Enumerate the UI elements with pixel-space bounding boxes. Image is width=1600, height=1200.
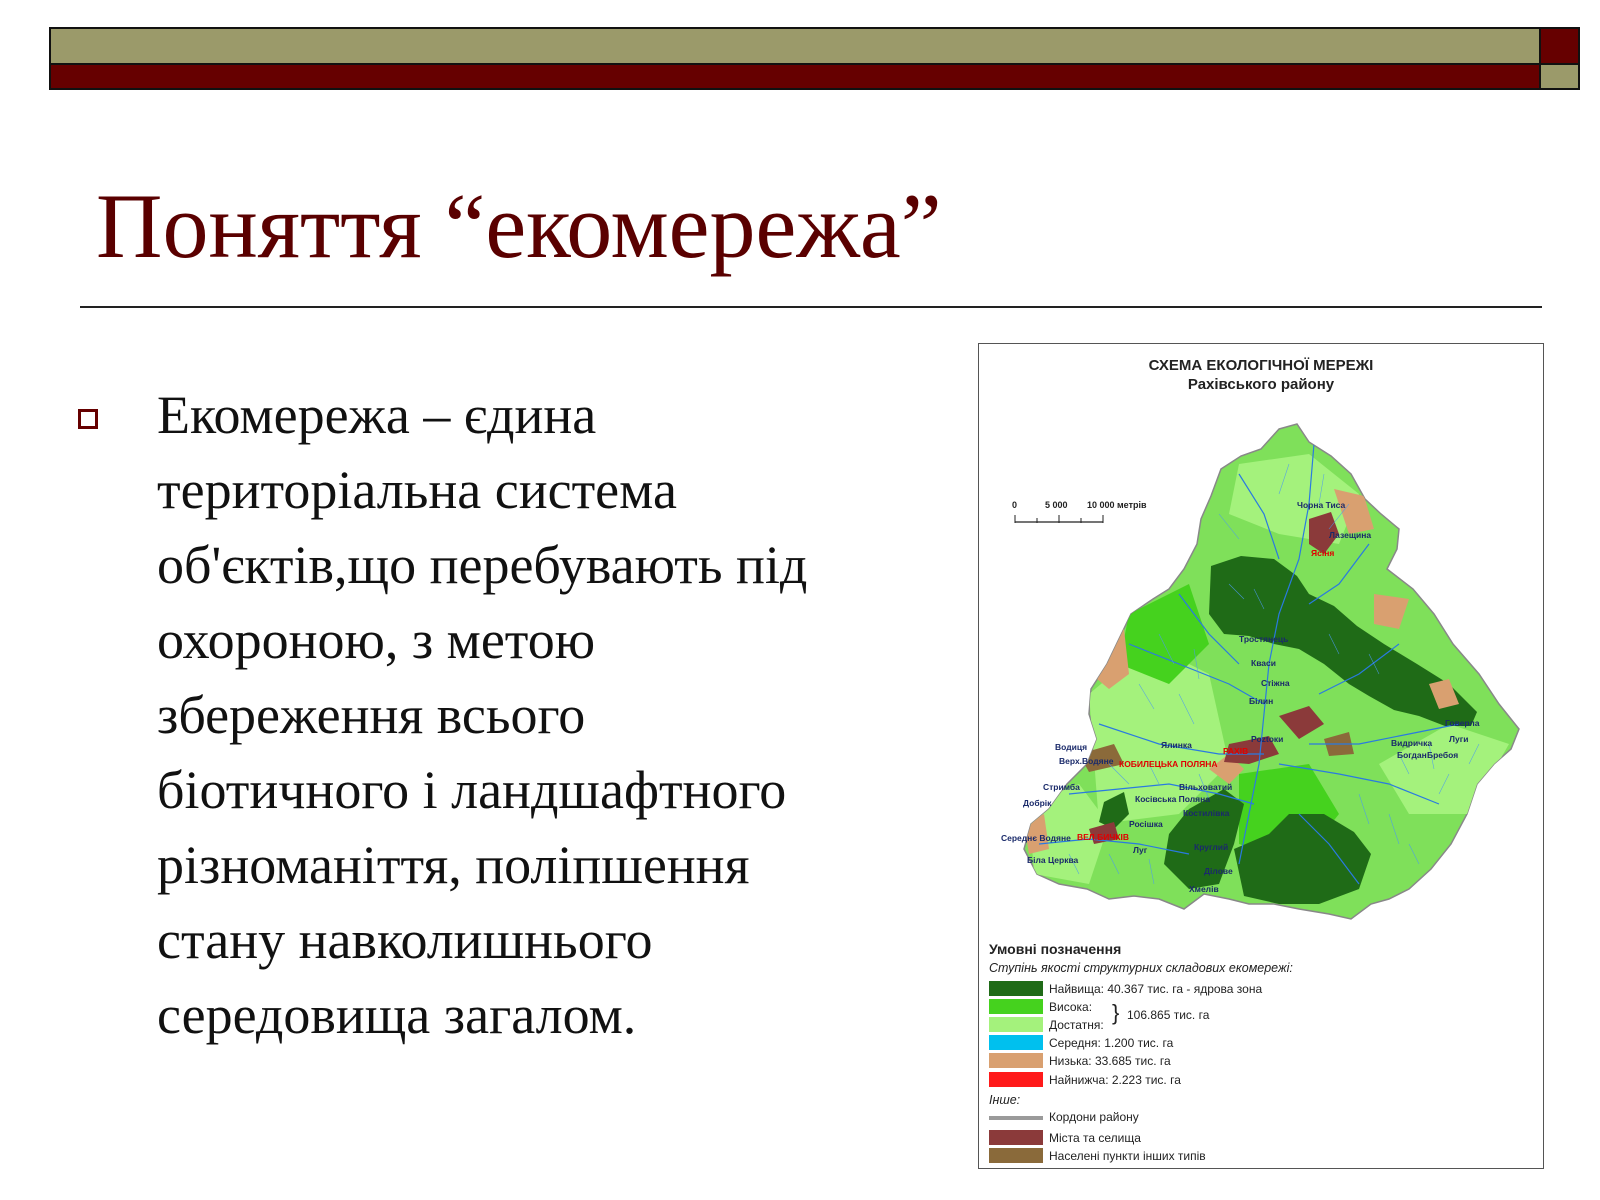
place-label: Водиця: [1055, 742, 1088, 752]
legend-brace-label: 106.865 тис. га: [1127, 1008, 1210, 1022]
legend-swatch-low: [989, 1053, 1043, 1068]
legend-swatch-medium: [989, 1035, 1043, 1050]
place-label: Добрік: [1023, 798, 1052, 808]
legend-label: Середня: 1.200 тис. га: [1049, 1036, 1174, 1050]
body-line: збереження всього: [157, 685, 586, 745]
ecological-network-map: [978, 343, 1544, 1169]
legend-swatch-sufficient: [989, 1017, 1043, 1032]
legend-brace: }: [1112, 1000, 1120, 1025]
place-label: Вільховатий: [1179, 782, 1233, 792]
legend-swatch-highest: [989, 981, 1043, 996]
legend-swatch-lowest: [989, 1072, 1043, 1087]
body-line: Екомережа – єдина: [157, 385, 597, 445]
place-label: Роztоки: [1251, 734, 1284, 744]
place-label: Росішка: [1129, 819, 1163, 829]
legend-subtitle: Ступінь якості структурних складових екомережі:: [989, 961, 1293, 975]
body-line: охороною, з метою: [157, 610, 596, 670]
body-line: об'єктів,що перебувають під: [157, 535, 808, 595]
place-label: Стримба: [1043, 782, 1080, 792]
title-divider: [80, 306, 1542, 308]
place-label: Богдан: [1397, 750, 1427, 760]
body-line: територіальна система: [157, 460, 677, 520]
scale-label: 5 000: [1045, 500, 1068, 510]
place-label: Ділове: [1204, 866, 1233, 876]
place-label: Ясіня: [1311, 548, 1335, 558]
bullet-text: [157, 378, 947, 1053]
place-label: Стіжна: [1261, 678, 1290, 688]
place-label: Видричка: [1391, 738, 1433, 748]
place-label: Бребоя: [1427, 750, 1459, 760]
header-square-maroon: [1539, 27, 1580, 65]
place-label: Білин: [1249, 696, 1274, 706]
place-label: Луг: [1133, 845, 1148, 855]
place-label: РАХІВ: [1223, 746, 1249, 756]
place-label: Біла Церква: [1027, 855, 1079, 865]
place-label: Кваси: [1251, 658, 1276, 668]
body-line: середовища загалом.: [157, 985, 637, 1045]
body-line: різноманіття, поліпшення: [157, 835, 750, 895]
place-label: Тростянець: [1239, 634, 1289, 644]
header-square-olive: [1539, 63, 1580, 90]
place-label: Чорна Тиса: [1297, 500, 1346, 510]
header-bar-olive: [49, 27, 1541, 65]
place-label: Косівська Поляна: [1135, 794, 1210, 804]
place-label: ВЕЛ.БИЧКІВ: [1077, 832, 1130, 842]
slide-title: Поняття “екомережа”: [96, 175, 942, 277]
legend-label: Населені пункти інших типів: [1049, 1149, 1206, 1163]
place-label: Лазещина: [1329, 530, 1372, 540]
legend-swatch-towns: [989, 1130, 1043, 1145]
body-line: стану навколишнього: [157, 910, 653, 970]
place-label: Середнє Водяне: [1001, 833, 1071, 843]
legend-other-title: Інше:: [989, 1093, 1021, 1107]
place-label: Верх.Водяне: [1059, 756, 1114, 766]
legend-label: Висока:: [1049, 1000, 1093, 1014]
legend-label: Низька: 33.685 тис. га: [1049, 1054, 1171, 1068]
legend-label: Найнижча: 2.223 тис. га: [1049, 1073, 1181, 1087]
place-label: Костилівка: [1183, 808, 1230, 818]
map-title-line1: СХЕМА ЕКОЛОГІЧНОЇ МЕРЕЖІ: [1148, 357, 1374, 374]
scale-label: 10 000 метрів: [1087, 500, 1147, 510]
legend-swatch-settlements: [989, 1148, 1043, 1163]
place-label: Луги: [1449, 734, 1469, 744]
place-label: Говерла: [1445, 718, 1480, 728]
place-label: Хмелів: [1189, 884, 1219, 894]
legend-swatch-boundary: [989, 1116, 1043, 1120]
place-label: КОБИЛЕЦЬКА ПОЛЯНА: [1119, 759, 1218, 769]
header-bar-maroon: [49, 63, 1541, 90]
legend-title: Умовні позначення: [989, 941, 1122, 957]
scale-bar: [1012, 500, 1147, 523]
legend-label: Достатня:: [1049, 1018, 1104, 1032]
map-drawing: [979, 344, 1545, 944]
legend-swatch-high: [989, 999, 1043, 1014]
map-title-line2: Рахівського району: [1187, 376, 1335, 393]
body-line: біотичного і ландшафтного: [157, 760, 787, 820]
legend-label: Міста та селища: [1049, 1131, 1141, 1145]
legend-label: Кордони району: [1049, 1110, 1139, 1124]
scale-label: 0: [1012, 500, 1018, 510]
place-label: Ялинка: [1161, 740, 1192, 750]
place-label: Круглий: [1194, 842, 1229, 852]
legend-label: Найвища: 40.367 тис. га - ядрова зона: [1049, 982, 1263, 996]
bullet-square-icon: [78, 409, 98, 429]
